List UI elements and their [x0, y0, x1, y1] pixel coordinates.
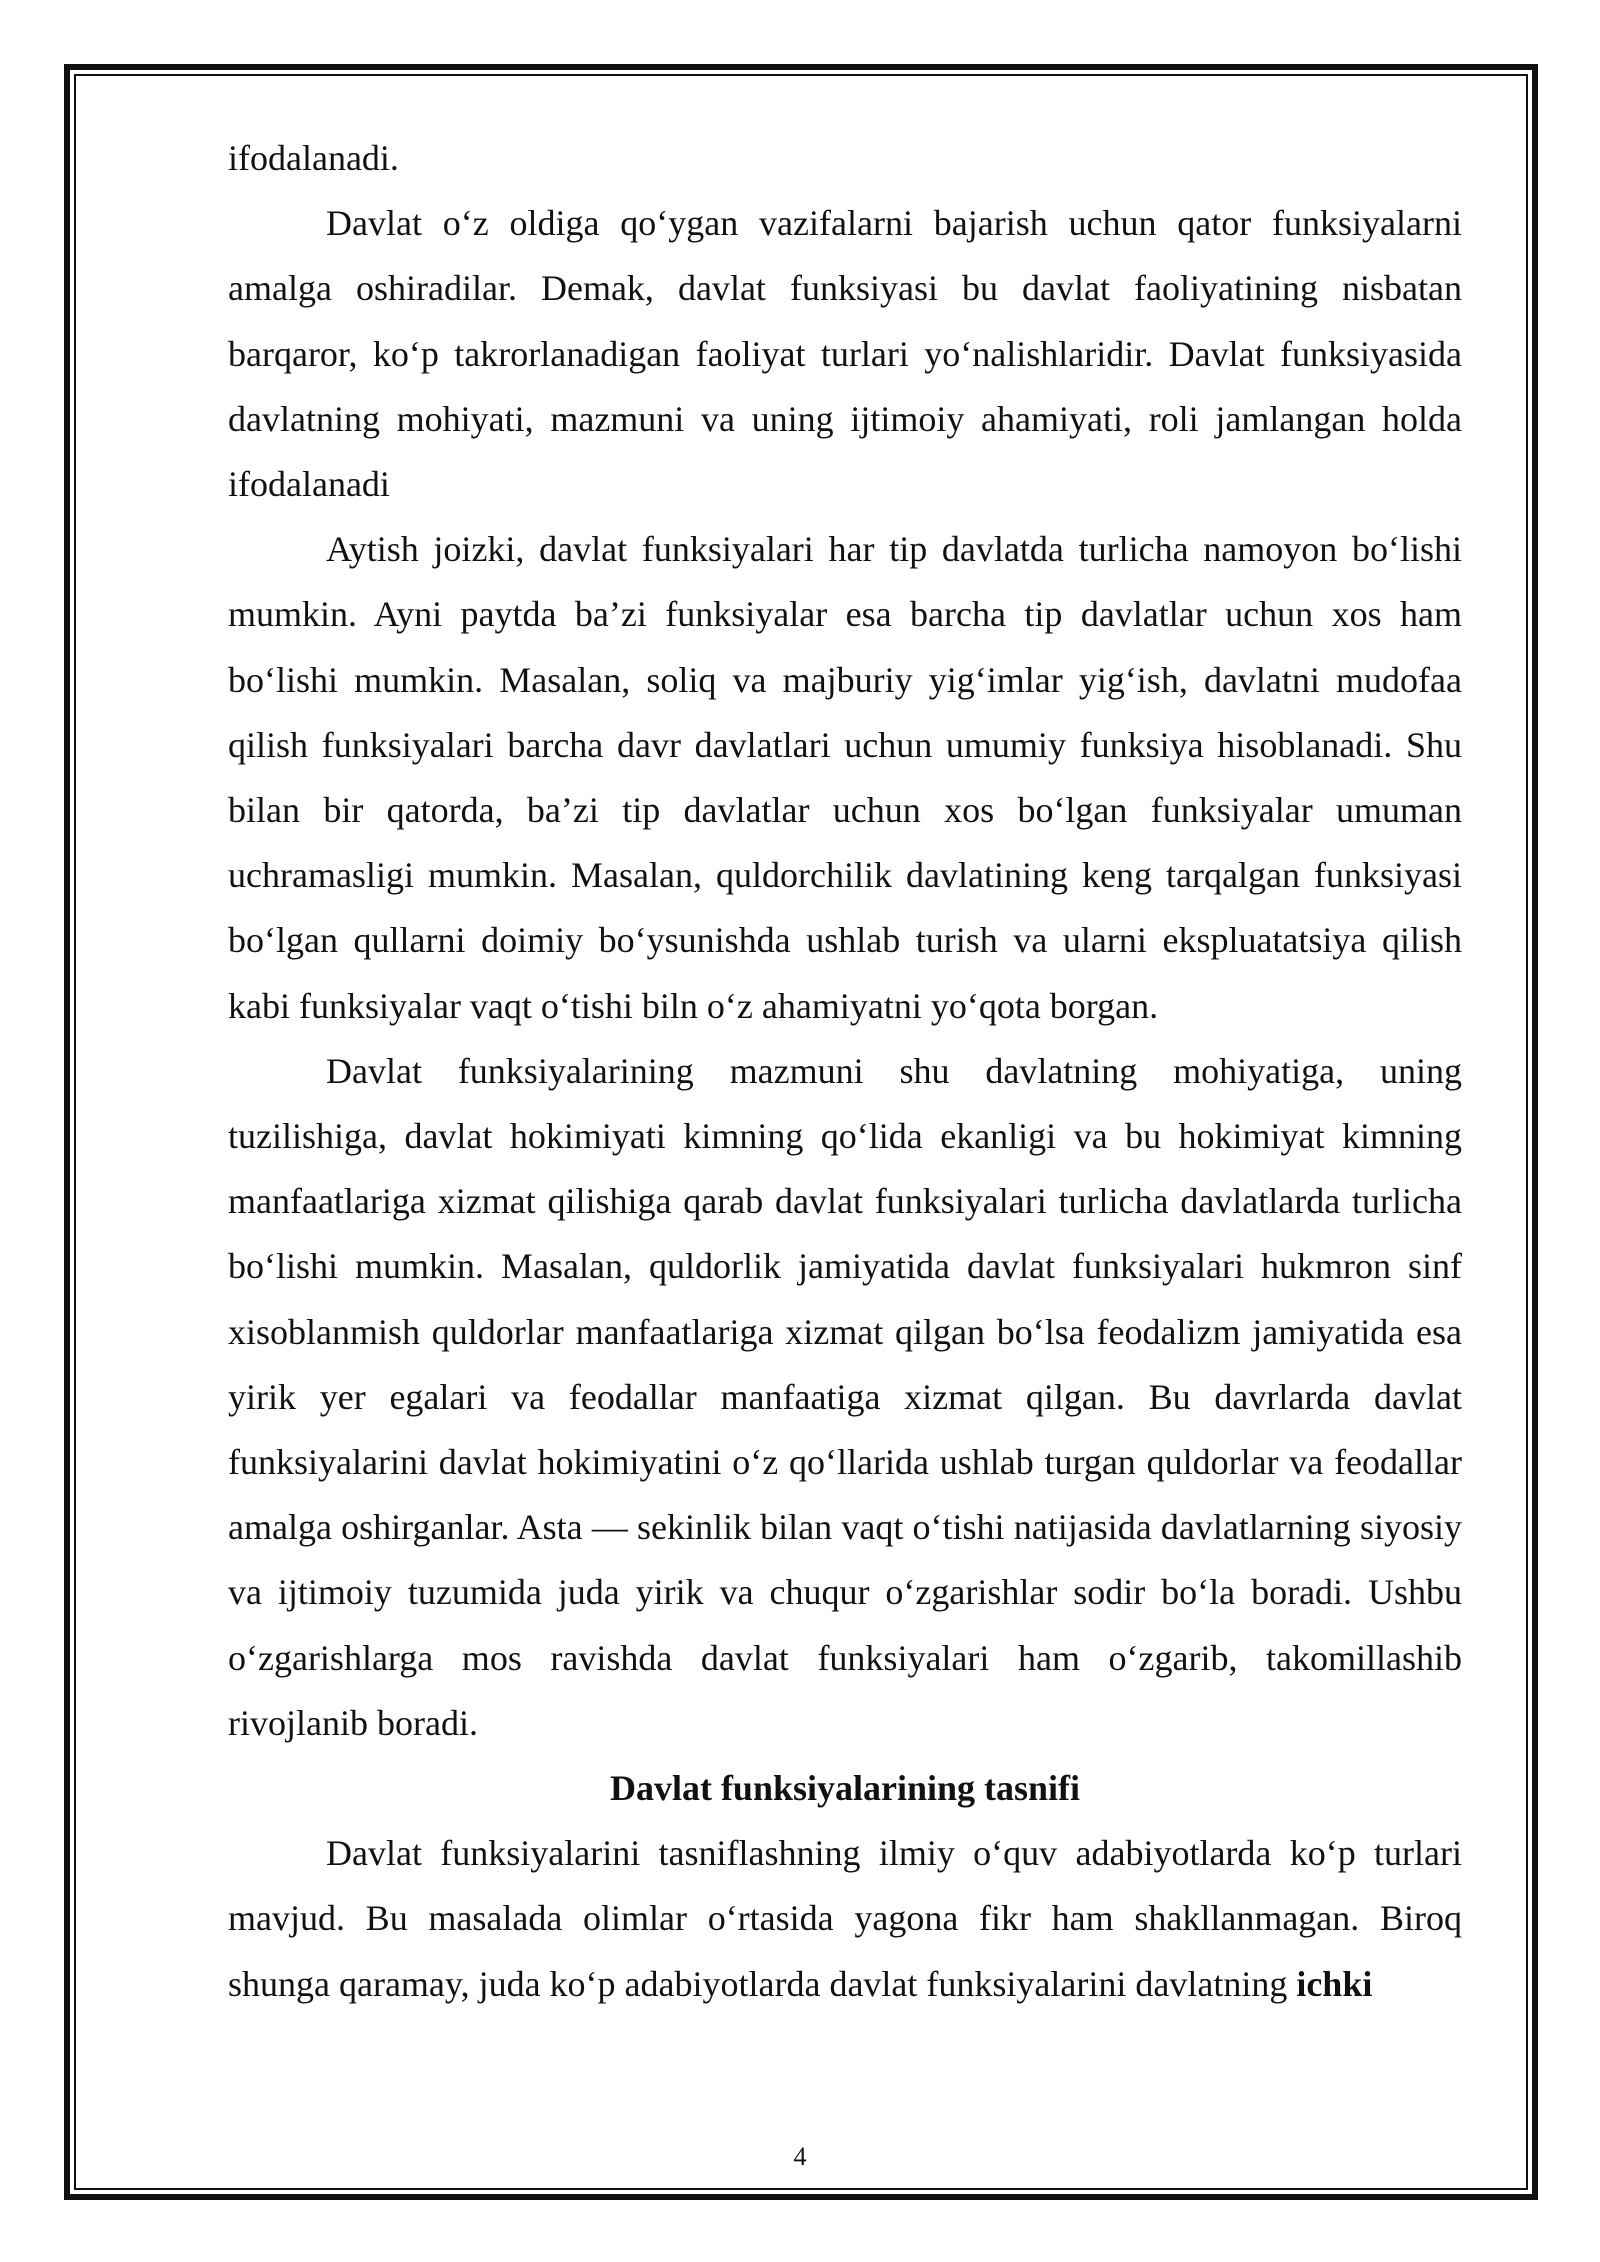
- paragraph-3: Aytish joizki, davlat funksiyalari har tip davlatda turlicha namoyon bo‘lishi mumkin. Ayni paytda ba’zi funksiyalar esa barcha tip davlatlar uchun xos ham bo‘lishi mumkin. Masalan, soliq va majburiy yig‘imlar yig‘ish, davlatni mudofaa qilish funksiyalari barcha davr davlatlari uchun umumiy funksiya hisoblanadi. Shu bilan bir qatorda, ba’zi tip davlatlar uchun xos bo‘lgan funksiyalar umuman uchramasligi mumkin. Masalan, quldorchilik davlatining keng tarqalgan funksiyasi bo‘lgan qullarni doimiy bo‘ysunishda ushlab turish va ularni ekspluatatsiya qilish kabi funksiyalar vaqt o‘tishi biln o‘z ahamiyatni yo‘qota borgan.: [228, 529, 1462, 1026]
- paragraph-2: Davlat o‘z oldiga qo‘ygan vazifalarni bajarish uchun qator funksiyalarni amalga oshiradilar. Demak, davlat funksiyasi bu davlat faoliyatining nisbatan barqaror, ko‘p takrorlanadigan faoliyat turlari yo‘nalishlaridir. Davlat funksiyasida davlatning mohiyati, mazmuni va uning ijtimoiy ahamiyati, roli jamlangan holda ifodalanadi: [228, 203, 1462, 505]
- paragraph-4: Davlat funksiyalarining mazmuni shu davlatning mohiyatiga, uning tuzilishiga, davlat hokimiyati kimning qo‘lida ekanligi va bu hokimiyat kimning manfaatlariga xizmat qilishiga qarab davlat funksiyalari turlicha davlatlarda turlicha bo‘lishi mumkin. Masalan, quldorlik jamiyatida davlat funksiyalari hukmron sinf xisoblanmish quldorlar manfaatlariga xizmat qilgan bo‘lsa feodalizm jamiyatida esa yirik yer egalari va feodallar manfaatiga xizmat qilgan. Bu davrlarda davlat funksiyalarini davlat hokimiyatini o‘z qo‘llarida ushlab turgan quldorlar va feodallar amalga oshirganlar. Asta — sekinlik bilan vaqt o‘tishi natijasida davlatlarning siyosiy va ijtimoiy tuzumida juda yirik va chuqur o‘zgarishlar sodir bo‘la boradi. Ushbu o‘zgarishlarga mos ravishda davlat funksiyalari ham o‘zgarib, takomillashib rivojlanib boradi.: [228, 1050, 1462, 1743]
- paragraph-1: ifodalanadi.: [228, 138, 399, 178]
- page-number: 4: [793, 2142, 807, 2171]
- document-body: [228, 126, 1462, 2017]
- paragraph-5-text: Davlat funksiyalarini tasniflashning ilmiy o‘quv adabiyotlarda ko‘p turlari mavjud. Bu masalada olimlar o‘rtasida yagona fikr ham shakllanmagan. Biroq shunga qaramay, juda ko‘p adabiyotlarda davlat funksiyalarini davlatning: [228, 1833, 1462, 2004]
- section-heading: Davlat funksiyalarining tasnifi: [609, 1768, 1081, 1809]
- paragraph-5: [228, 1821, 1462, 2017]
- paragraph-5-bold-word: ichki: [1296, 1963, 1373, 2004]
